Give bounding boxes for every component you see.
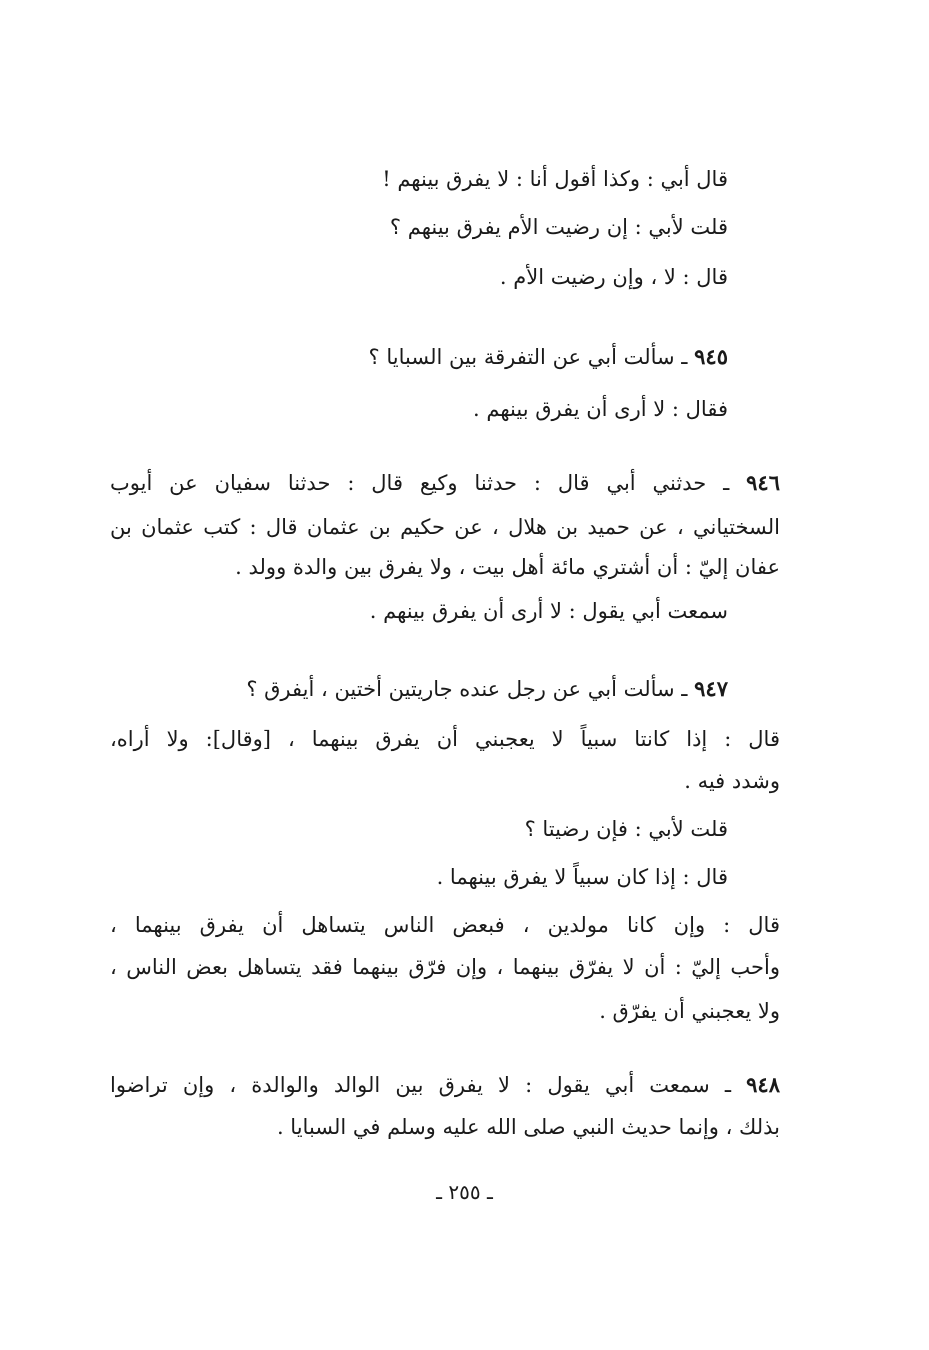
entry-947-heading <box>246 674 728 704</box>
text-line: قال : إذا كان سبياً لا يفرق بينهما . <box>436 865 728 889</box>
text-line: ولا يعجبني أن يفرّق . <box>599 999 780 1023</box>
text-line: قال أبي : وكذا أقول أنا : لا يفرق بينهم ! <box>382 167 728 191</box>
page-body <box>110 150 780 1210</box>
text-line: عفان إليّ : أن أشتري مائة أهل بيت ، ولا يفرق بين والدة وولد . <box>235 555 780 579</box>
entry-945-heading <box>369 342 728 372</box>
text-line: قال : إذا كانتا سبياً لا يعجبني أن يفرق بينهما ، [وقال]: ولا أراه، <box>110 727 780 751</box>
entry-number: ٩٤٦ <box>746 470 780 495</box>
entry-948-heading <box>110 1070 780 1100</box>
page-number: ـ ٢٥٥ ـ <box>436 1180 493 1204</box>
text-line: فقال : لا أرى أن يفرق بينهم . <box>473 397 728 421</box>
text-line: ـ سألت أبي عن رجل عنده جاريتين أختين ، أيفرق ؟ <box>246 677 688 701</box>
text-line: وأحب إليّ : أن لا يفرّق بينهما ، وإن فرّق بينهما فقد يتساهل بعض الناس ، <box>110 955 780 979</box>
entry-number: ٩٤٥ <box>694 344 728 369</box>
text-line: سمعت أبي يقول : لا أرى أن يفرق بينهم . <box>369 599 728 623</box>
text-line: ـ سمعت أبي يقول : لا يفرق بين الوالد والوالدة ، وإن تراضوا <box>110 1073 732 1097</box>
text-line: ـ حدثني أبي قال : حدثنا وكيع قال : حدثنا سفيان عن أيوب <box>110 471 730 495</box>
text-line: بذلك ، وإنما حديث النبي صلى الله عليه وسلم في السبايا . <box>276 1115 780 1139</box>
entry-946-heading <box>110 468 780 498</box>
text-line: قلت لأبي : فإن رضيتا ؟ <box>524 817 728 841</box>
text-line: ـ سألت أبي عن التفرقة بين السبايا ؟ <box>368 345 688 369</box>
text-line: قال : لا ، وإن رضيت الأم . <box>499 265 728 289</box>
text-line: السختياني ، عن حميد بن هلال ، عن حكيم بن عثمان قال : كتب عثمان بن <box>110 515 780 539</box>
entry-number: ٩٤٨ <box>746 1072 780 1097</box>
text-line: قلت لأبي : إن رضيت الأم يفرق بينهم ؟ <box>389 215 728 239</box>
text-line: قال : وإن كانا مولدين ، فبعض الناس يتساهل أن يفرق بينهما ، <box>110 913 780 937</box>
text-line: وشدد فيه . <box>684 769 780 793</box>
entry-number: ٩٤٧ <box>694 676 728 701</box>
